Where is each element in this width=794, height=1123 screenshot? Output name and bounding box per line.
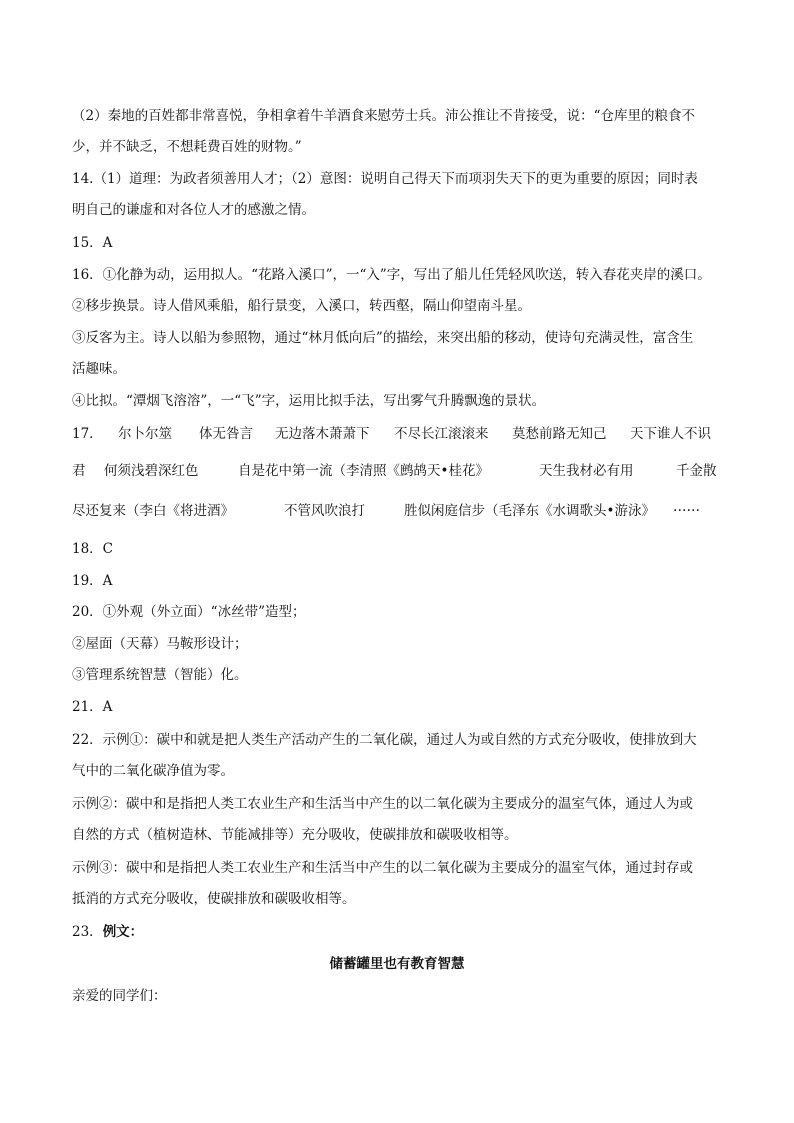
q17-answer: 何须浅碧深红色: [104, 463, 199, 479]
text-line: 19．A: [72, 573, 113, 589]
text-line: 15．A: [72, 235, 113, 251]
text-line: 少，并不缺乏，不想耗费百姓的财物。”: [72, 139, 302, 155]
essay-title: 储蓄罐里也有教育智慧: [329, 956, 465, 972]
q17-answer: 莫愁前路无知己: [512, 426, 607, 442]
text-line: 活趣味。: [72, 361, 126, 377]
q17-answer: 自是花中第一流（李清照《鹧鸪天•桂花》: [238, 463, 489, 479]
q17-answer: 尔卜尔筮: [118, 426, 172, 442]
text-line: 明自己的谦虚和对各位人才的感激之情。: [72, 202, 315, 218]
q17-answer: 体无咎言: [199, 426, 253, 442]
q17-answer: 不管风吹浪打: [284, 503, 365, 519]
q17-answer: 千金散: [676, 463, 717, 479]
q17-ellipsis: ……: [673, 499, 700, 515]
text-line: 示例②：碳中和是指把人类工农业生产和生活当中产生的以二氧化碳为主要成分的温室气体，通过人为或: [72, 796, 693, 812]
text-line: 20．①外观（外立面）“冰丝带”造型；: [72, 604, 306, 620]
q17-answer: 不尽长江滚滚来: [394, 426, 489, 442]
text-line: 示例③：碳中和是指把人类工农业生产和生活当中产生的以二氧化碳为主要成分的温室气体，通过封存或: [72, 860, 693, 876]
q17-answer: 君: [72, 463, 86, 479]
text-line: 16．①化静为动，运用拟人。“花路入溪口”，一“入”字，写出了船儿任凭轻风吹送，转入春花夹岸的溪口。: [72, 267, 711, 283]
text-line: 14.（1）道理：为政者须善用人才；（2）意图：说明自己得天下而项羽失天下的更为重要的原因；同时表: [72, 171, 698, 187]
q17-answer: 无边落木萧萧下: [275, 426, 370, 442]
q23-label: 例文：: [102, 924, 144, 940]
text-line: ④比拟。“潭烟飞溶溶”，一“飞”字，运用比拟手法，写出雾气升腾飘逸的景状。: [72, 393, 546, 409]
text-line: （2）秦地的百姓都非常喜悦，争相拿着牛羊酒食来慰劳士兵。沛公推让不肯接受，说：“仓库里的粮食不: [72, 108, 695, 124]
text-line: 21．A: [72, 699, 113, 715]
q17-number: 17．: [72, 426, 103, 442]
text-line: ②屋面（天幕）马鞍形设计；: [72, 636, 248, 652]
salutation: 亲爱的同学们：: [72, 988, 167, 1004]
q17-answer: 胜似闲庭信步（毛泽东《水调歌头•游泳》: [404, 503, 655, 519]
text-line: ③管理系统智慧（智能）化。: [72, 667, 248, 683]
q23-heading: [72, 920, 143, 940]
text-line: ③反客为主。诗人以船为参照物，通过“林月低向后”的描绘，来突出船的移动，使诗句充满灵性，富含生: [72, 330, 694, 346]
q17-answer: 尽还复来（李白《将进酒》: [72, 503, 234, 519]
q17-answer: 天下谁人不识: [630, 426, 711, 442]
text-line: 18．C: [72, 541, 114, 557]
text-line: 抵消的方式充分吸收，使碳排放和碳吸收相等。: [72, 891, 356, 907]
text-line: ②移步换景。诗人借风乘船，船行景变，入溪口，转西壑，隔山仰望南斗星。: [72, 298, 531, 314]
text-line: 自然的方式（植树造林、节能减排等）充分吸收，使碳排放和碳吸收相等。: [72, 827, 518, 843]
q17-answer: 天生我材必有用: [539, 463, 634, 479]
q23-number: 23．: [72, 924, 103, 940]
text-line: 22．示例①：碳中和就是把人类生产活动产生的二氧化碳，通过人为或自然的方式充分吸收，使排放到大: [72, 732, 697, 748]
text-line: 气中的二氧化碳净值为零。: [72, 763, 234, 779]
